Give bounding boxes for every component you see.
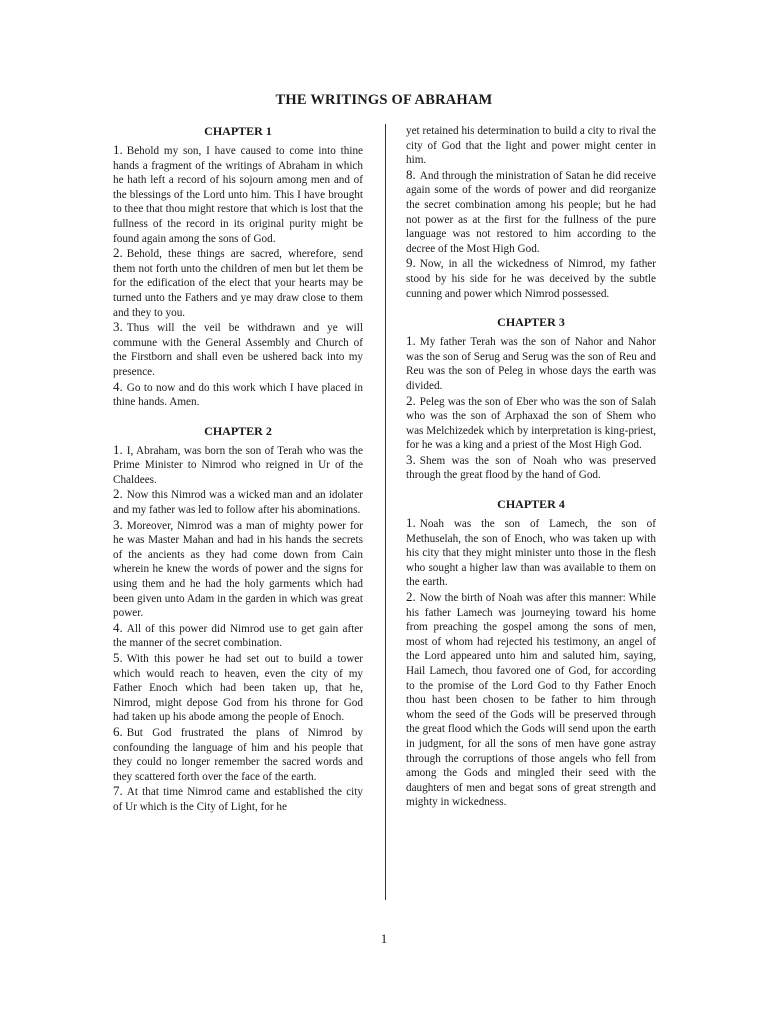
verse xyxy=(113,443,363,488)
verse-number: 1. xyxy=(113,142,123,157)
verse xyxy=(406,334,656,393)
verse xyxy=(113,246,363,320)
verse-number: 1. xyxy=(406,333,416,349)
verse-text: Now, in all the wickedness of Nimrod, my father stood by his side for he was deceived by the subtle cunning and power which Nimrod possessed. xyxy=(406,258,656,300)
verse-number: 2. xyxy=(406,589,416,605)
verse-number: 8. xyxy=(406,166,416,182)
verse-text: I, Abraham, was born the son of Terah who was the Prime Minister to Nimrod who reigned in Ur of the Chaldees. xyxy=(113,444,363,486)
chapter-1 xyxy=(113,124,363,410)
verse xyxy=(113,518,363,621)
verse-text: Peleg was the son of Eber who was the son of Salah who was the son of Arphaxad the son of Shem who was Melchizedek which by interpretation is king-priest, for he was a king and a priest of the Most High God. xyxy=(406,395,656,452)
verse-number: 9. xyxy=(406,255,416,271)
left-column xyxy=(113,124,363,829)
verse-number: 6. xyxy=(113,723,123,739)
verse-number: 2. xyxy=(406,392,416,408)
chapter-heading: CHAPTER 3 xyxy=(497,315,565,330)
verse xyxy=(406,394,656,453)
verse-text: My father Terah was the son of Nahor and Nahor was the son of Serug and Serug was the son of Reu and Reu was the son of Peleg in whose days the earth was divided. xyxy=(406,336,656,392)
verse xyxy=(113,320,363,379)
verse-number: 4. xyxy=(113,619,123,635)
verse-number: 3. xyxy=(113,516,123,532)
verse-number: 2. xyxy=(113,486,123,502)
verse-text: Now the birth of Noah was after this manner: While his father Lamech was journeying toward his home from preaching the gospel among the sons of men, most of whom had rejected his testimony, an angel of the Lord appeared unto him and saluted him, saying, Hail Lamech, thou favored one of God, for according to the promise of the Lord God to thy Father Enoch thou hast been chosen to be father to him through whom the seed of the Gods will be preserved through the great flood which the Gods will send upon the earth in judgment, for all the sons of men have gone astray through the corruptions of those angels who fell from among the Gods and mingled their seed with the daughters of men and begat sons of great strength and mighty in wickedness. xyxy=(406,592,656,809)
right-column xyxy=(406,124,656,824)
verse-number: 3. xyxy=(406,451,416,467)
chapter-heading: CHAPTER 1 xyxy=(204,124,272,138)
verse-text: Thus will the veil be withdrawn and ye will commune with the General Assembly and Church of the Firstborn and shall even be ushered back into my presence. xyxy=(113,322,363,378)
verse-text: Shem was the son of Noah who was preserved through the great flood by the hand of God. xyxy=(406,454,656,482)
verse xyxy=(406,590,656,810)
verse xyxy=(406,256,656,301)
verse xyxy=(406,516,656,590)
verse-text: But God frustrated the plans of Nimrod by confounding the language of him and his people that they could no longer remember the sacred words and they scattered forth over the face of the earth. xyxy=(113,726,363,783)
verse xyxy=(406,453,656,483)
verse-number: 2. xyxy=(113,245,123,261)
verse-number: 1. xyxy=(113,441,123,457)
verse xyxy=(113,784,363,814)
chapter-heading: CHAPTER 4 xyxy=(497,497,565,512)
verse-number: 7. xyxy=(113,783,123,799)
verse-text: Go to now and do this work which I have placed in thine hands. Amen. xyxy=(113,381,363,409)
verse-text: And through the ministration of Satan he did receive again some of the words of power and did reorganize the secret combination among his people; but he had not power as at the first for the fullness of the pure language was not restored to him according to the decree of the Most High God. xyxy=(406,169,656,255)
verse-text: Moreover, Nimrod was a man of mighty power for he was Master Mahan and had in his hands the secrets of the ancients as they had come down from Cain wherein he knew the words of power and the signs for using them and he had the holy garments which had been given unto Adam in the garden in which was great power. xyxy=(113,519,363,620)
verse-number: 4. xyxy=(113,378,123,394)
column-divider xyxy=(385,124,386,900)
chapter-2 xyxy=(113,424,363,815)
chapter-4 xyxy=(406,497,656,810)
verse xyxy=(406,168,656,257)
verse-text: With this power he had set out to build a tower which would reach to heaven, even the city of my Father Enoch which had been taken up, that he, Nimrod, might depose God from his throne for God had taken up his abode among the people of Enoch. xyxy=(113,653,363,724)
verse-number: 1. xyxy=(406,515,416,531)
chapter-2-continued xyxy=(406,124,656,301)
verse-text: Behold my son, I have caused to come into thine hands a fragment of the writings of Abraham in which he hath left a record of his sojourn among men and of the blessings of the Lord unto him. This I have brought to thee that thou might restore that which is lost that the fullness of the record in its original purity might be found again among the sons of God. xyxy=(113,145,363,245)
verse-continuation xyxy=(406,124,656,168)
verse-text: Noah was the son of Lamech, the son of Methuselah, the son of Enoch, who was taken up with his city that they might minister unto those in the flesh who sought a higher law than was available to them on the earth. xyxy=(406,518,656,589)
verse-text: yet retained his determination to build a city to rival the city of God that the light and power might center in him. xyxy=(406,125,656,167)
verse xyxy=(113,487,363,517)
page-title: THE WRITINGS OF ABRAHAM xyxy=(275,92,493,108)
verse xyxy=(113,651,363,725)
verse-number: 5. xyxy=(113,650,123,665)
verse-number: 3. xyxy=(113,319,123,335)
chapter-heading: CHAPTER 2 xyxy=(204,423,272,438)
verse-text: At that time Nimrod came and established the city of Ur which is the City of Light, for he xyxy=(113,786,363,813)
verse xyxy=(113,143,363,246)
verse xyxy=(113,725,363,784)
verse xyxy=(113,621,363,651)
verse-text: Behold, these things are sacred, wherefore, send them not forth unto the children of men but let them be for the edification of the elect that your hearts may be turned unto the Fathers and ye may draw close to them and they to you. xyxy=(113,248,363,319)
chapter-3 xyxy=(406,315,656,483)
verse-text: Now this Nimrod was a wicked man and an idolater and my father was led to follow after his abominations. xyxy=(113,489,363,517)
verse-text: All of this power did Nimrod use to get gain after the manner of the secret combination. xyxy=(113,622,363,650)
page-number: 1 xyxy=(380,931,388,946)
verse xyxy=(113,380,363,410)
